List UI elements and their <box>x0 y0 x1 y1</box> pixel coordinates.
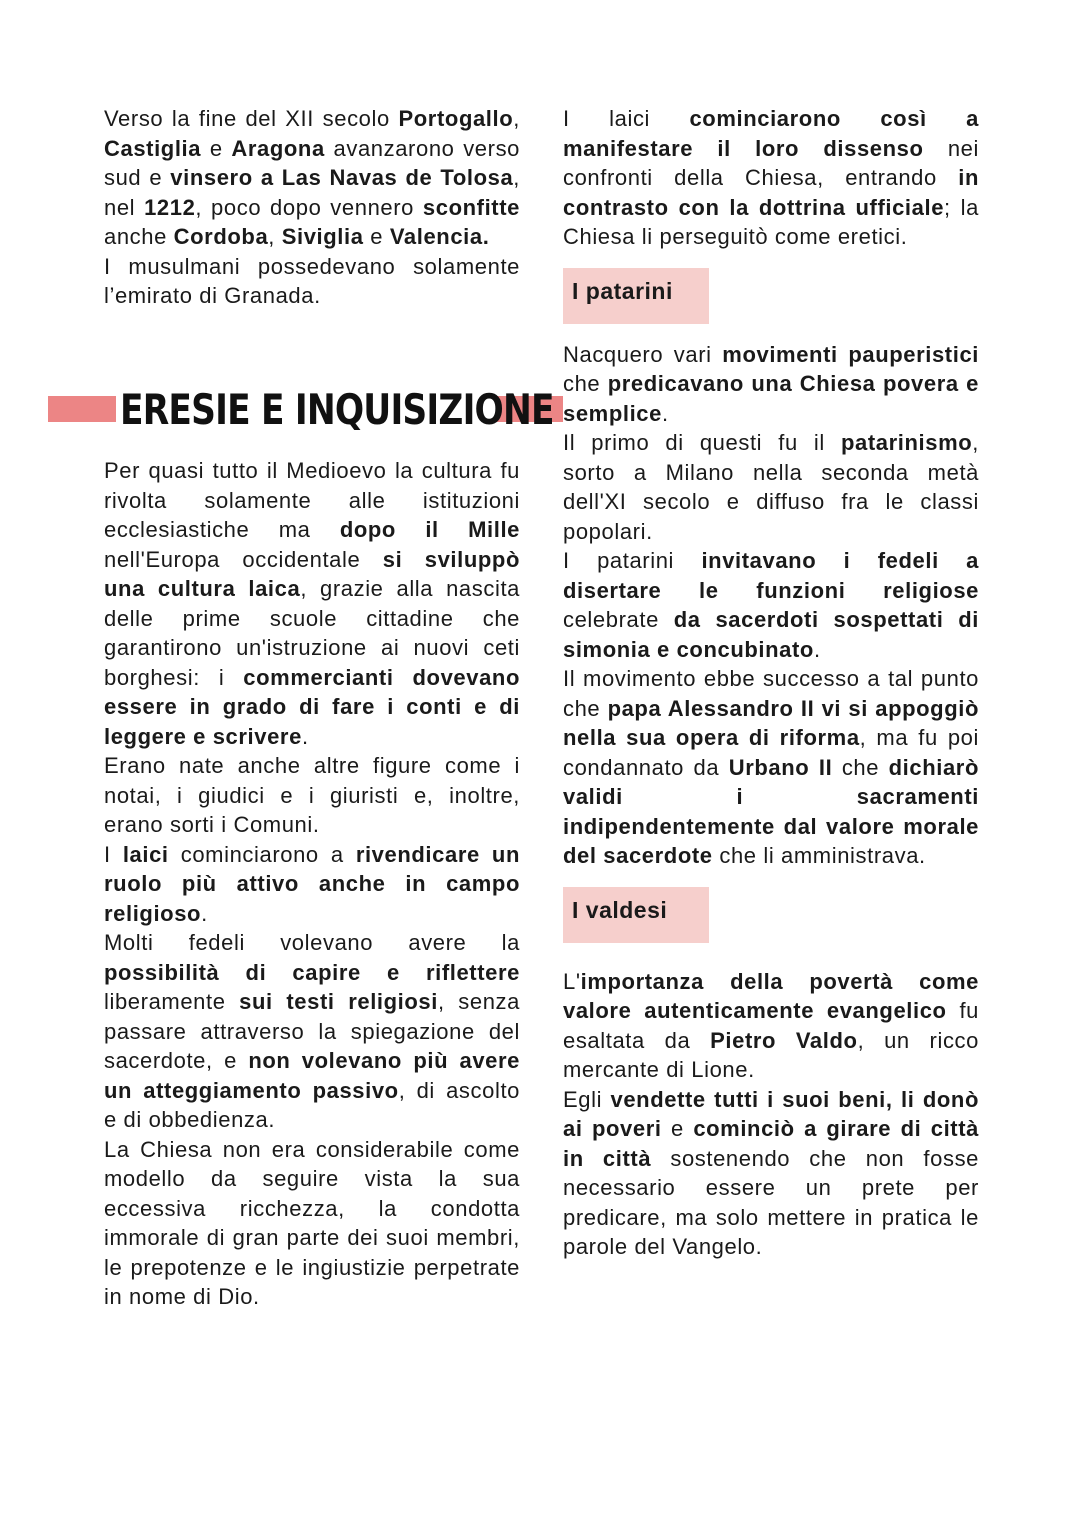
bold-text: non volevano più avere un atteggiamento passivo <box>104 1048 520 1103</box>
paragraph-fedeli <box>104 928 520 1135</box>
paragraph-valdo <box>563 1085 979 1262</box>
text: e <box>201 135 232 161</box>
text: . <box>201 900 208 926</box>
paragraph-figure <box>104 751 520 840</box>
bold-text: in contrasto con la dottrina ufficiale <box>563 165 979 220</box>
bold-text: commercianti dovevano essere in grado di fare i conti e di leggere e scrivere <box>104 664 520 749</box>
right-column <box>563 104 979 1262</box>
text: e <box>363 224 390 249</box>
subheading-valdesi-label: I valdesi <box>572 896 668 923</box>
bold-text: Cordoba <box>173 224 269 249</box>
text: celebrate <box>563 607 674 632</box>
subheading-valdesi <box>563 887 709 943</box>
bold-text: rivendicare un ruolo più attivo anche in campo religioso <box>104 841 520 926</box>
text: I patarini <box>563 548 702 573</box>
text: e <box>661 1116 694 1141</box>
text: , un ricco mercante di Lione. <box>563 1027 979 1082</box>
bold-text: Siviglia <box>281 224 364 249</box>
bold-text: invitavano i fedeli a disertare le funzioni religiose <box>563 548 979 603</box>
bold-text: importanza della povertà come valore autenticamente evangelico <box>563 968 979 1023</box>
text: che <box>832 754 889 780</box>
text: La Chiesa non era considerabile come modello da seguire vista la sua eccessiva ricchezza, la condotta immorale di gran parte dei suoi membri, le prepotenze e le ingiustizie perpetrate in nome di Dio. <box>104 1136 520 1309</box>
paragraph-intro <box>104 104 520 252</box>
bold-text: sconfitte <box>422 194 520 220</box>
bold-text: vinsero a Las Navas de Tolosa <box>170 165 514 190</box>
paragraph-movimenti <box>563 340 979 429</box>
text: Erano nate anche altre figure come i notai, i giudici e i giuristi e, inoltre, erano sorti i Comuni. <box>104 753 520 837</box>
subheading-patarini <box>563 268 709 324</box>
paragraph-dissenso <box>563 104 979 252</box>
bold-text: laici <box>122 841 169 867</box>
bold-text: possibilità di capire e riflettere <box>104 959 520 985</box>
left-column <box>104 104 520 311</box>
paragraph-patarini <box>563 546 979 664</box>
paragraph-poverta <box>563 967 979 1085</box>
text: Il movimento ebbe successo a tal punto che <box>563 666 979 721</box>
subheading-patarini-label: I patarini <box>572 277 673 304</box>
text: avanzarono verso sud e <box>104 135 520 190</box>
paragraph-chiesa <box>104 1135 520 1312</box>
bold-text: 1212 <box>144 194 196 220</box>
bold-text: Aragona <box>231 135 325 161</box>
paragraph-cultura-laica <box>104 456 520 751</box>
text: anche <box>104 224 174 249</box>
bold-text: sui testi religiosi <box>239 989 438 1014</box>
bold-text: Pietro Valdo <box>710 1027 858 1053</box>
left-column-body <box>104 456 520 1312</box>
bold-text: dichiarò validi i sacramenti indipendentemente dal valore morale del sacerdote <box>563 754 979 868</box>
bold-text: dopo il Mille <box>339 517 520 542</box>
paragraph-movimento <box>563 664 979 871</box>
text: Egli <box>563 1086 611 1112</box>
text: ; la Chiesa li perseguitò come eretici. <box>563 194 979 249</box>
text: , <box>513 106 520 131</box>
bold-text: Valencia. <box>389 224 490 249</box>
text: , nel <box>104 165 520 220</box>
bold-text: predicavano una Chiesa povera e semplice <box>563 371 979 426</box>
text: nei confronti della Chiesa, entrando <box>563 135 979 190</box>
text: I musulmani possedevano solamente l’emirato di Granada. <box>104 253 520 308</box>
text: sostenendo che non fosse necessario essere un prete per predicare, ma solo mettere in pratica le parole del Vangelo. <box>563 1145 980 1259</box>
text: , senza passare attraverso la spiegazione del sacerdote, e <box>104 989 520 1073</box>
bold-text: Urbano II <box>728 754 833 780</box>
text: Verso la fine del XII secolo <box>104 106 399 131</box>
bold-text: cominciò a girare di città in città <box>563 1116 979 1171</box>
bold-text: papa Alessandro II vi si appoggiò nella sua opera di riforma <box>563 695 980 750</box>
text: L' <box>563 968 581 994</box>
text: Nacquero vari <box>563 341 723 367</box>
text: Il primo di questi fu il <box>563 430 841 455</box>
text: , <box>268 224 282 249</box>
paragraph-granada <box>104 252 520 311</box>
text: , poco dopo vennero <box>195 194 423 220</box>
text: . <box>661 400 669 426</box>
text: , ma fu poi condannato da <box>563 725 979 780</box>
section-title: ERESIE E INQUISIZIONE <box>120 385 554 434</box>
text: , grazie alla nascita delle prime scuole cittadine che garantirono un'istruzione ai nuovi ceti borghesi: i <box>104 576 520 690</box>
text: , sorto a Milano nella seconda metà dell'XI secolo e diffuso fra le classi popolari. <box>563 430 979 544</box>
text: che <box>563 371 608 396</box>
paragraph-laici <box>104 840 520 929</box>
bold-text: Castiglia <box>104 135 202 161</box>
text: Per quasi tutto il Medioevo la cultura fu rivolta solamente alle istituzioni ecclesiastiche ma <box>104 458 520 542</box>
bold-text: movimenti pauperistici <box>722 341 979 367</box>
text: cominciarono a <box>168 841 356 867</box>
text: I <box>104 841 123 867</box>
text: . <box>813 636 821 662</box>
bold-text: patarinismo <box>840 430 973 455</box>
text: I laici <box>563 106 690 131</box>
paragraph-patarinismo <box>563 428 979 546</box>
title-bar-left-line <box>48 396 116 422</box>
bold-text: vendette tutti i suoi beni, li donò ai poveri <box>563 1086 980 1141</box>
text: fu esaltata da <box>563 998 979 1053</box>
text: , di ascolto e di obbedienza. <box>104 1077 520 1132</box>
bold-text: si sviluppò una cultura laica <box>104 546 520 601</box>
bold-text: da sacerdoti sospettati di simonia e concubinato <box>563 607 980 662</box>
text: Molti fedeli volevano avere la <box>104 930 520 955</box>
bold-text: cominciarono così a manifestare il loro dissenso <box>563 106 979 161</box>
text: liberamente <box>104 989 240 1014</box>
text: nell'Europa occidentale <box>104 546 383 572</box>
text: . <box>301 723 309 749</box>
bold-text: Portogallo <box>398 106 514 131</box>
text: che li amministrava. <box>712 843 926 868</box>
